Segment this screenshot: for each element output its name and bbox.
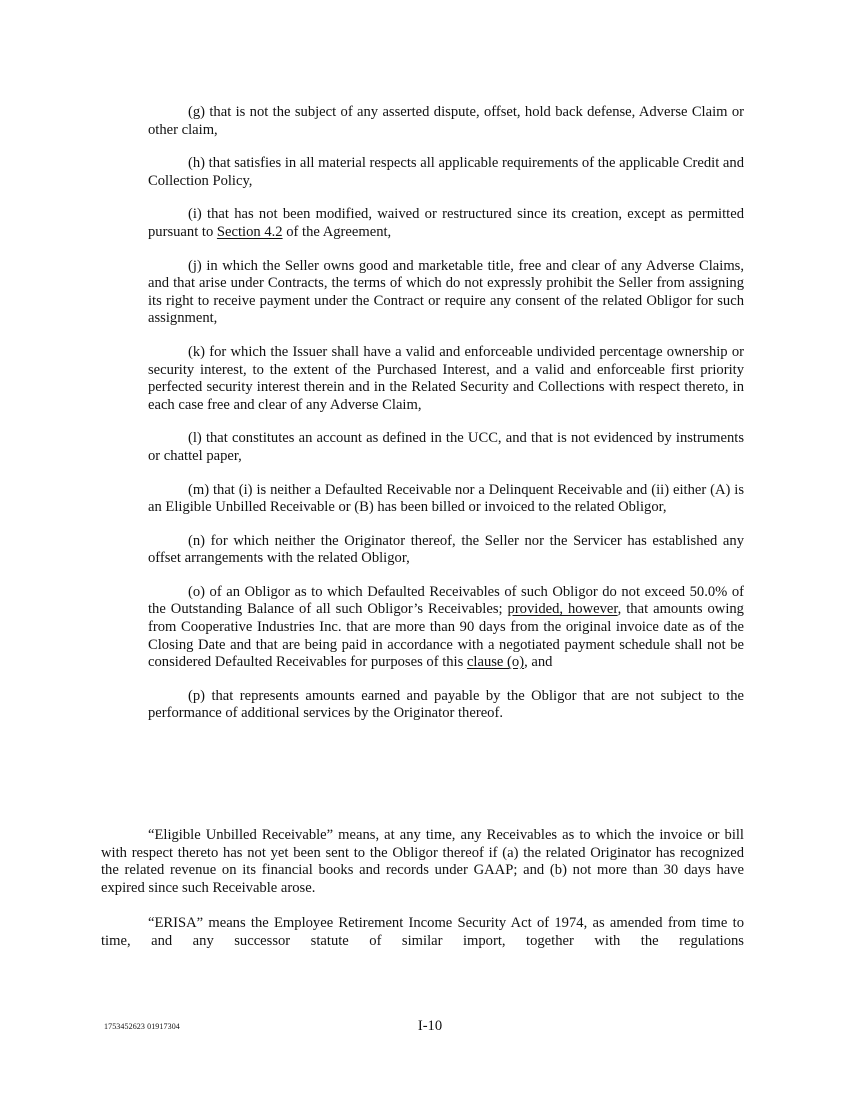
clause-i bbox=[148, 206, 744, 241]
clause-i-text: (i) that has not been modified, waived or restructured since its creation, except as permitted pursuant to bbox=[148, 206, 744, 240]
clause-reference-link: clause (o) bbox=[466, 654, 525, 671]
clause-n: (n) for which neither the Originator thereof, the Seller nor the Servicer has established any offset arrangements with the related Obligor, bbox=[148, 532, 744, 567]
section-reference-link: Section 4.2 bbox=[216, 223, 283, 240]
clause-p: (p) that represents amounts earned and payable by the Obligor that are not subject to the performance of additional services by the Originator thereof. bbox=[148, 687, 744, 722]
clause-o-middle: , that amounts owing from Cooperative Industries Inc. that are more than 90 days from the original invoice date as of the Closing Date and that are being paid in accordance with a negotiated payment schedule shall not be considered Defaulted Receivables for purposes of this bbox=[148, 601, 744, 671]
clause-m: (m) that (i) is neither a Defaulted Receivable nor a Delinquent Receivable and (ii) either (A) is an Eligible Unbilled Receivable or (B) has been billed or invoiced to the related Obligor, bbox=[148, 481, 744, 516]
definition-eligible-unbilled-receivable: “Eligible Unbilled Receivable” means, at any time, any Receivables as to which the invoice or bill with respect thereto has not yet been sent to the Obligor thereof if (a) the related Originator has recognized the related revenue on its financial books and records under GAAP; and (b) not more than 30 days have expired since such Receivable arose. bbox=[101, 827, 744, 896]
footer-document-id: 1753452623 01917304 bbox=[104, 1022, 180, 1031]
clause-o bbox=[148, 584, 744, 672]
definition-erisa: “ERISA” means the Employee Retirement Income Security Act of 1974, as amended from time to time, and any successor statute of similar import, together with the regulations bbox=[101, 915, 744, 949]
clause-k: (k) for which the Issuer shall have a valid and enforceable undivided percentage ownership or security interest, to the extent of the Purchased Interest, and a valid and enforceable first priority perfected security interest therein and in the Related Security and Collections with respect thereto, in each case free and clear of any Adverse Claim, bbox=[148, 343, 744, 413]
proviso-underline: provided, however bbox=[507, 601, 618, 618]
clause-o-text: (o) of an Obligor as to which Defaulted Receivables of such Obligor do not exceed 50.0% of the Outstanding Balance of all such Obligor’s Receivables; bbox=[148, 583, 744, 618]
eligibility-clauses bbox=[148, 104, 744, 739]
clause-l: (l) that constitutes an account as defined in the UCC, and that is not evidenced by instruments or chattel paper, bbox=[148, 430, 744, 464]
clause-i-tail: of the Agreement, bbox=[282, 223, 392, 240]
page-number: I-10 bbox=[417, 1018, 443, 1034]
clause-h: (h) that satisfies in all material respects all applicable requirements of the applicable Credit and Collection Policy, bbox=[148, 155, 744, 189]
clause-g: (g) that is not the subject of any asserted dispute, offset, hold back defense, Adverse Claim or other claim, bbox=[148, 104, 744, 138]
clause-j: (j) in which the Seller owns good and marketable title, free and clear of any Adverse Claims, and that arise under Contracts, the terms of which do not expressly prohibit the Seller from assigning its right to receive payment under the Contract or require any consent of the related Obligor for such assignment, bbox=[148, 257, 744, 327]
clause-o-tail: , and bbox=[524, 654, 553, 671]
definitions bbox=[101, 827, 744, 969]
